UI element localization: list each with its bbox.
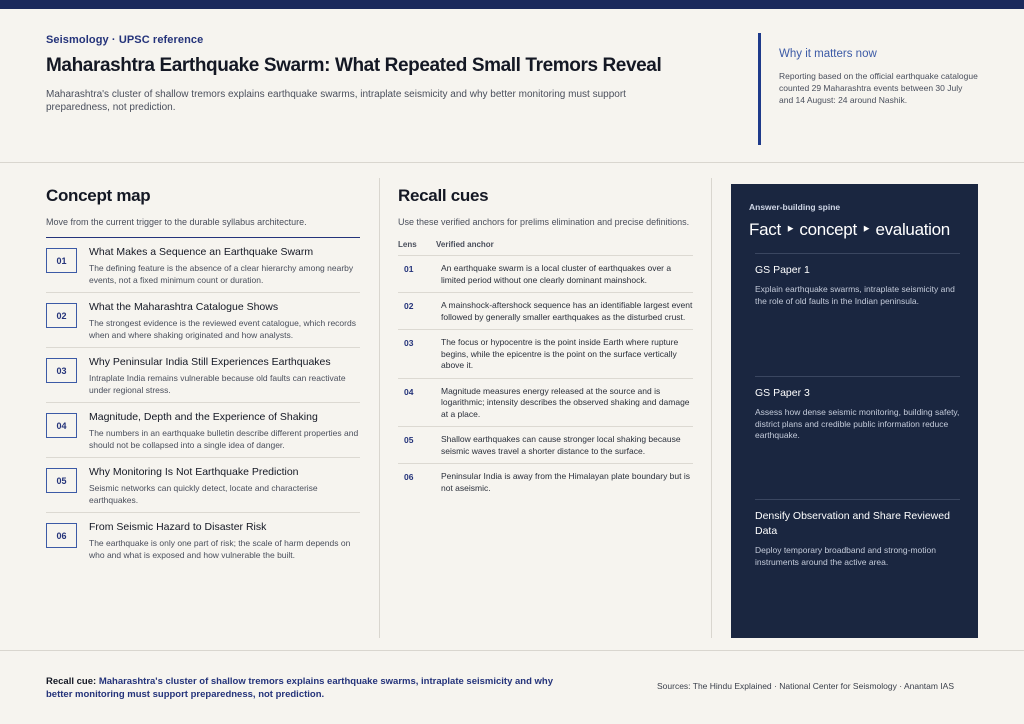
concept-title: From Seismic Hazard to Disaster Risk <box>89 521 267 533</box>
recall-row <box>398 256 693 293</box>
concept-title: Why Peninsular India Still Experiences Earthquakes <box>89 356 331 368</box>
panel-section-observation <box>755 499 960 568</box>
page-subtitle: Maharashtra's cluster of shallow tremors explains earthquake swarms, intraplate seismicity and why better monitoring must support preparedness, not prediction. <box>46 89 626 113</box>
recall-number: 06 <box>404 472 414 482</box>
concept-number: 05 <box>46 468 77 493</box>
concept-title: Magnitude, Depth and the Experience of Shaking <box>89 411 318 423</box>
concept-text: The earthquake is only one part of risk; the scale of harm depends on who and what is exposed and how vulnerable the built. <box>89 538 351 560</box>
concept-map-subtitle: Move from the current trigger to the durable syllabus architecture. <box>46 217 307 227</box>
recall-text: Magnitude measures energy released at the source and is logarithmic; intensity describes the observed shaking and damage at a place. <box>441 385 690 419</box>
page-header <box>46 34 686 114</box>
concept-list <box>46 237 360 567</box>
panel-title: Fact ‣ concept ‣ evaluation <box>749 220 950 239</box>
concept-item <box>46 458 360 513</box>
header-divider <box>0 162 1024 163</box>
recall-row <box>398 427 693 464</box>
recall-number: 04 <box>404 386 414 397</box>
page-title: Maharashtra Earthquake Swarm: What Repeated Small Tremors Reveal <box>46 55 662 76</box>
recall-text: Shallow earthquakes can cause stronger local shaking because seismic waves travel a shorter distance to the surface. <box>441 434 681 456</box>
recall-number: 02 <box>404 301 414 311</box>
recall-table-header <box>398 240 693 256</box>
concept-number: 02 <box>46 303 77 328</box>
recall-text: An earthquake swarm is a local cluster of earthquakes over a limited period without one clearly dominant mainshock. <box>441 263 672 285</box>
concept-title: What Makes a Sequence an Earthquake Swarm <box>89 246 314 258</box>
panel-section-text: Explain earthquake swarms, intraplate seismicity and the role of old faults in the Indian peninsula. <box>755 284 955 306</box>
concept-text: The strongest evidence is the reviewed event catalogue, which records when and where shaking originated and how analysts. <box>89 318 356 340</box>
why-title: Why it matters now <box>779 48 877 60</box>
anchor-column-header: Verified anchor <box>436 240 494 249</box>
concept-title: What the Maharashtra Catalogue Shows <box>89 301 279 313</box>
concept-item <box>46 403 360 458</box>
concept-text: The numbers in an earthquake bulletin describe different properties and should not be collapsed into a single idea of danger. <box>89 428 359 450</box>
panel-section-text: Deploy temporary broadband and strong-motion instruments around the active area. <box>755 545 936 567</box>
recall-row <box>398 379 693 428</box>
concept-number: 06 <box>46 523 77 548</box>
recall-cues-title: Recall cues <box>398 186 489 205</box>
concept-number: 01 <box>46 248 77 273</box>
recall-number: 05 <box>404 435 414 445</box>
concept-number: 03 <box>46 358 77 383</box>
footer-recall-cue <box>46 675 566 701</box>
recall-row <box>398 293 693 330</box>
panel-section-title: GS Paper 1 <box>755 264 810 276</box>
recall-cues-section <box>398 186 693 500</box>
concept-text: Intraplate India remains vulnerable because old faults can reactivate under regional stress. <box>89 373 346 395</box>
footer-divider <box>0 650 1024 651</box>
concept-item <box>46 293 360 348</box>
column-divider-right <box>711 178 712 638</box>
concept-title: Why Monitoring Is Not Earthquake Prediction <box>89 466 299 478</box>
recall-text: The focus or hypocentre is the point inside Earth where rupture begins, while the epicentre is the point on the surface vertically above it. <box>441 337 679 370</box>
recall-number: 01 <box>404 264 414 274</box>
panel-section-gs1 <box>755 253 960 307</box>
panel-section-gs3 <box>755 376 960 442</box>
concept-item <box>46 348 360 403</box>
why-text: Reporting based on the official earthquake catalogue counted 29 Maharashtra events between 30 July and 14 August: 24 around Nashik. <box>779 71 978 105</box>
concept-map-title: Concept map <box>46 186 151 205</box>
recall-cues-subtitle: Use these verified anchors for prelims elimination and precise definitions. <box>398 217 690 227</box>
lens-column-header: Lens <box>398 240 417 249</box>
answer-building-panel <box>731 184 978 638</box>
recall-row <box>398 330 693 379</box>
recall-text: A mainshock-aftershock sequence has an identifiable largest event followed by generally smaller earthquakes as the disturbed crust. <box>441 300 693 322</box>
recall-number: 03 <box>404 338 414 348</box>
recall-text: Peninsular India is away from the Himalayan plate boundary but is not aseismic. <box>441 471 690 493</box>
recall-row <box>398 464 693 500</box>
panel-section-title: Densify Observation and Share Reviewed Data <box>755 510 950 537</box>
concept-map-section <box>46 186 360 567</box>
footer-cue-label: Recall cue: <box>46 676 99 687</box>
column-divider-left <box>379 178 380 638</box>
panel-section-text: Assess how dense seismic monitoring, building safety, district plans and credible public information reduce earthquake. <box>755 407 960 440</box>
concept-text: The defining feature is the absence of a clear hierarchy among nearby events, not a fixed minimum count or duration. <box>89 263 354 285</box>
concept-item <box>46 513 360 567</box>
concept-item <box>46 238 360 293</box>
section-kicker: Seismology · UPSC reference <box>46 34 204 46</box>
panel-kicker: Answer-building spine <box>749 202 841 212</box>
why-it-matters-box <box>758 33 978 145</box>
top-accent-bar <box>0 0 1024 9</box>
panel-section-title: GS Paper 3 <box>755 387 810 399</box>
footer-sources: Sources: The Hindu Explained · National Center for Seismology · Anantam IAS <box>657 681 955 691</box>
concept-text: Seismic networks can quickly detect, locate and characterise earthquakes. <box>89 483 318 505</box>
concept-number: 04 <box>46 413 77 438</box>
footer-cue-text: Maharashtra's cluster of shallow tremors explains earthquake swarms, intraplate seismicity and why better monitoring must support preparedness, not prediction. <box>46 676 554 700</box>
